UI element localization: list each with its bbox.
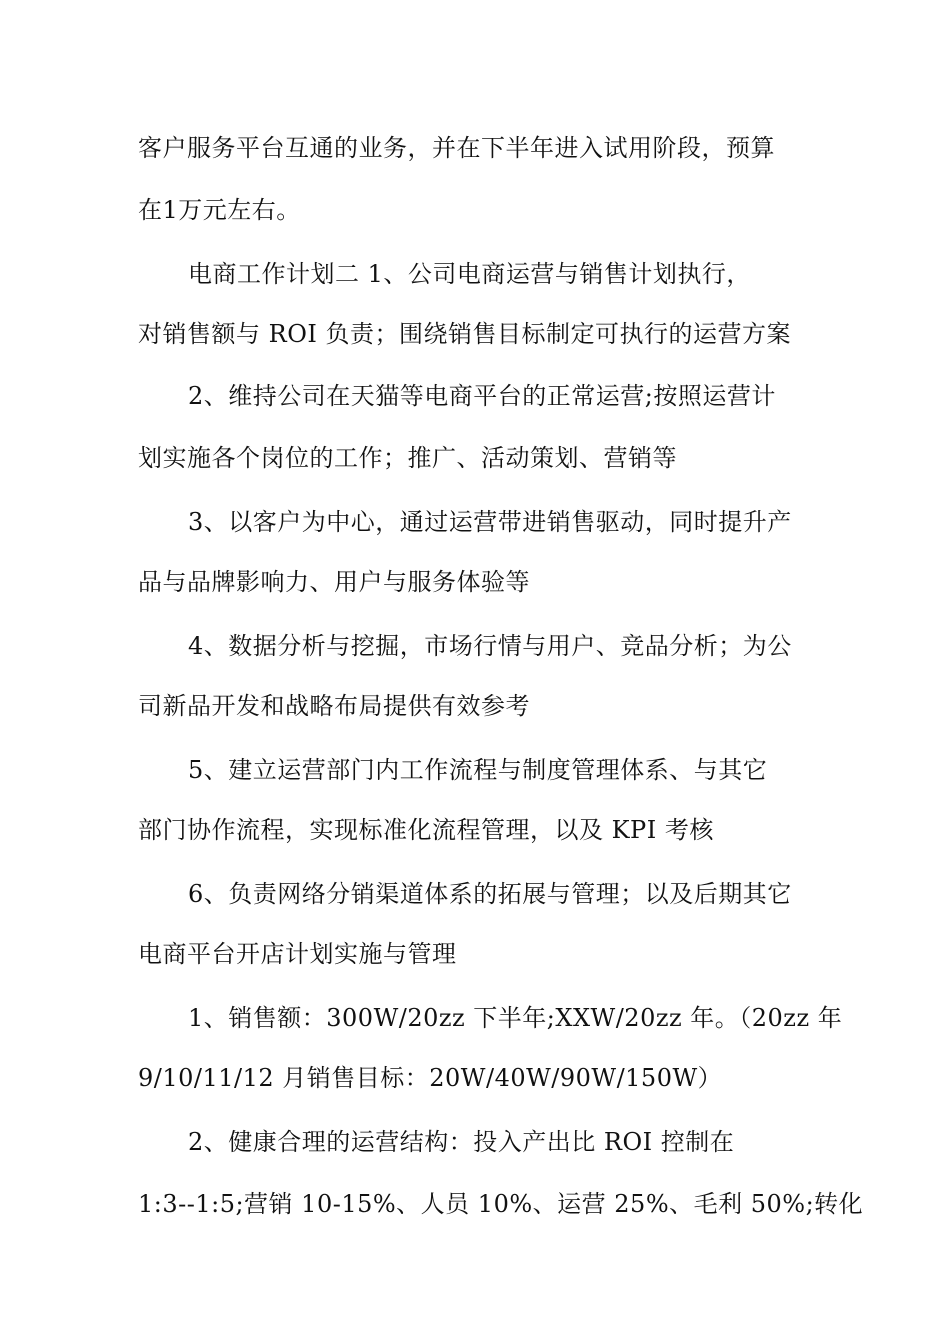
- text-line-2: 在1万元左右。: [138, 196, 301, 224]
- text-line-10: 司新品开发和战略布局提供有效参考: [138, 692, 530, 720]
- text-line-14: 电商平台开店计划实施与管理: [138, 940, 457, 968]
- text-line-13: 6、负责网络分销渠道体系的拓展与管理；以及后期其它: [188, 880, 792, 908]
- text-line-1: 客户服务平台互通的业务，并在下半年进入试用阶段，预算: [138, 134, 775, 162]
- text-line-7: 3、以客户为中心，通过运营带进销售驱动，同时提升产: [188, 508, 792, 536]
- text-line-16: 9/10/11/12 月销售目标：20W/40W/90W/150W）: [138, 1064, 723, 1092]
- text-line-11: 5、建立运营部门内工作流程与制度管理体系、与其它: [188, 756, 768, 784]
- text-line-9: 4、数据分析与挖掘，市场行情与用户、竞品分析；为公: [188, 632, 792, 660]
- text-line-18: 1:3--1:5;营销 10-15%、人员 10%、运营 25%、毛利 50%;转化: [138, 1190, 864, 1218]
- text-line-17: 2、健康合理的运营结构：投入产出比 ROI 控制在: [188, 1128, 735, 1156]
- text-line-5: 2、维持公司在天猫等电商平台的正常运营;按照运营计: [188, 382, 776, 410]
- text-line-15: 1、销售额：300W/20zz 下半年;XXW/20zz 年。（20zz 年: [188, 1004, 843, 1032]
- text-line-3: 电商工作计划二 1、公司电商运营与销售计划执行，: [188, 260, 751, 288]
- text-line-12: 部门协作流程，实现标准化流程管理，以及 KPI 考核: [138, 816, 714, 844]
- text-line-8: 品与品牌影响力、用户与服务体验等: [138, 568, 530, 596]
- text-line-4: 对销售额与 ROI 负责；围绕销售目标制定可执行的运营方案: [138, 320, 791, 348]
- text-line-6: 划实施各个岗位的工作；推广、活动策划、营销等: [138, 444, 677, 472]
